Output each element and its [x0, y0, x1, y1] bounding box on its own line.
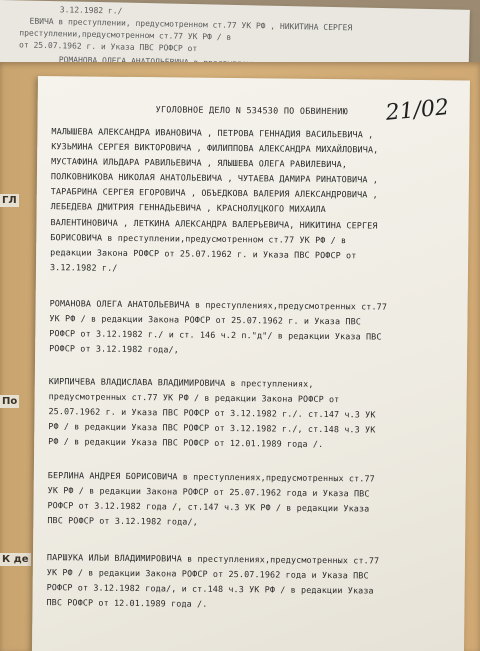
text-line: МУСТАФИНА ИЛЬДАРА РАВИЛЬЕВИЧА , ЯЛЫШЕВА ОЛЕГА РАВИЛЕВИЧА,: [51, 156, 348, 170]
text-line: РФ / в редакции Указа ПВС РОФСР от 12.01.1989 года /.: [48, 436, 324, 450]
romanov-paragraph: [49, 296, 468, 361]
text-line: УК РФ / в редакции Закона РОФСР от 25.07.1962 г. и Указа ПВС: [49, 313, 362, 327]
kirpichev-paragraph: [48, 374, 467, 454]
text-line: МАЛЫШЕВА АЛЕКСАНДРА ИВАНОВИЧА , ПЕТРОВА ГЕННАДИЯ ВАСИЛЬЕВИЧА ,: [51, 126, 374, 140]
text-line: БОРИСОВИЧА в преступлении,предусмотренном ст.77 УК РФ / в: [50, 231, 347, 245]
text-line: РОФСР от 3.12.1982 года /, ст.147 ч.3 УК РФ / в редакции Указа: [47, 500, 370, 514]
back-sheet-line: ЕВИЧА в преступлении, предусмотренном ст.77 УК РФ , НИКИТИНА СЕРГЕЯ: [29, 16, 353, 33]
text-line: РОФСР от 3.12.1982 года/, и ст.148 ч.3 УК РФ / в редакции Указа: [46, 582, 374, 596]
back-sheet-line: преступлении,предусмотренном ст.77 УК РФ / в: [19, 28, 232, 42]
text-line: КИРПИЧЕВА ВЛАДИСЛАВА ВЛАДИМИРОВИЧА в преступлениях,: [48, 376, 314, 389]
text-line: предусмотренных ст.77 УК РФ / в редакции Закона РОФСР от: [48, 391, 340, 405]
back-sheet-line: 3.12.1982 г./: [59, 5, 123, 16]
text-line: РФ / в редакции Указа ПВС РОФСР от 3.12.1982 г./, ст.148 ч.3 УК: [48, 421, 376, 435]
back-sheet-line: от 25.07.1962 г. и Указа ПВС РОФСР от: [18, 40, 198, 54]
text-line: ПВС РОФСР от 3.12.1982 года/,: [47, 515, 198, 527]
folder-label-stub: К де: [2, 554, 29, 565]
folder-label-stub: ГЛ: [2, 195, 17, 206]
text-line: ВАЛЕНТИНОВИЧА , ЛЕТКИНА АЛЕКСАНДРА ВАЛЕРЬЕВИЧА, НИКИТИНА СЕРГЕЯ: [50, 216, 378, 231]
text-line: ТАРАБРИНА СЕРГЕЯ ЕГОРОВИЧА , ОБЪЕДКОВА ВАЛЕРИЯ АЛЕКСАНДРОВИЧА ,: [50, 186, 378, 200]
defendants-paragraph: [50, 124, 470, 279]
text-line: РОФСР от 3.12.1982 года/,: [49, 343, 180, 355]
text-line: ЛЕБЕДЕВА ДМИТРИЯ ГЕННАДЬЕВИЧА , КРАСНОЛУЦКОГО МИХАИЛА: [50, 201, 326, 215]
text-line: редакции Закона РОФСР от 25.07.1962 г. и Указа ПВС РОФСР от: [50, 246, 357, 261]
text-line: РОМАНОВА ОЛЕГА АНАТОЛЬЕВИЧА в преступлениях,предусмотренных ст.77: [49, 298, 388, 312]
text-line: УК РФ / в редакции Закона РОФСР от 25.07.1962 года и Указа ПВС: [46, 567, 369, 581]
berlin-paragraph: [47, 468, 466, 533]
text-line: УК РФ / в редакции Закона РОФСР от 25.07.1962 года и Указа ПВС: [47, 485, 370, 499]
parshuk-paragraph: [46, 550, 465, 615]
document-title: УГОЛОВНОЕ ДЕЛО N 534530 ПО ОБВИНЕНИЮ: [155, 104, 349, 117]
folder-label-stub: По: [2, 396, 18, 407]
text-line: БЕРЛИНА АНДРЕЯ БОРИСОВИЧА в преступлениях,предусмотренных ст.77: [47, 470, 375, 484]
handwritten-case-number: 21/02: [384, 95, 451, 126]
text-line: КУЗЬМИНА СЕРГЕЯ ВИКТОРОВИЧА , ФИЛИППОВА АЛЕКСАНДРА МИХАЙЛОВИЧА,: [51, 141, 379, 155]
text-line: ПАРШУКА ИЛЬИ ВЛАДИМИРОВИЧА в преступлениях,предусмотренных ст.77: [46, 552, 380, 566]
text-line: РОФСР от 3.12.1982 г./ и ст. 146 ч.2 п."д"/ в редакции Указа ПВС: [49, 328, 382, 342]
text-line: 3.12.1982 г./: [49, 261, 118, 273]
text-line: ПВС РОФСР от 12.01.1989 года /.: [46, 597, 208, 610]
text-line: 25.07.1962 г. и Указа ПВС РОФСР от 3.12.1982 г./. ст.147 ч.3 УК: [48, 406, 376, 420]
text-line: ПОЛКОВНИКОВА НИКОЛАЯ АНАТОЛЬЕВИЧА , ЧУТАЕВА ДАМИРА РИНАТОВИЧА ,: [50, 171, 379, 185]
case-document-sheet: [32, 76, 470, 651]
